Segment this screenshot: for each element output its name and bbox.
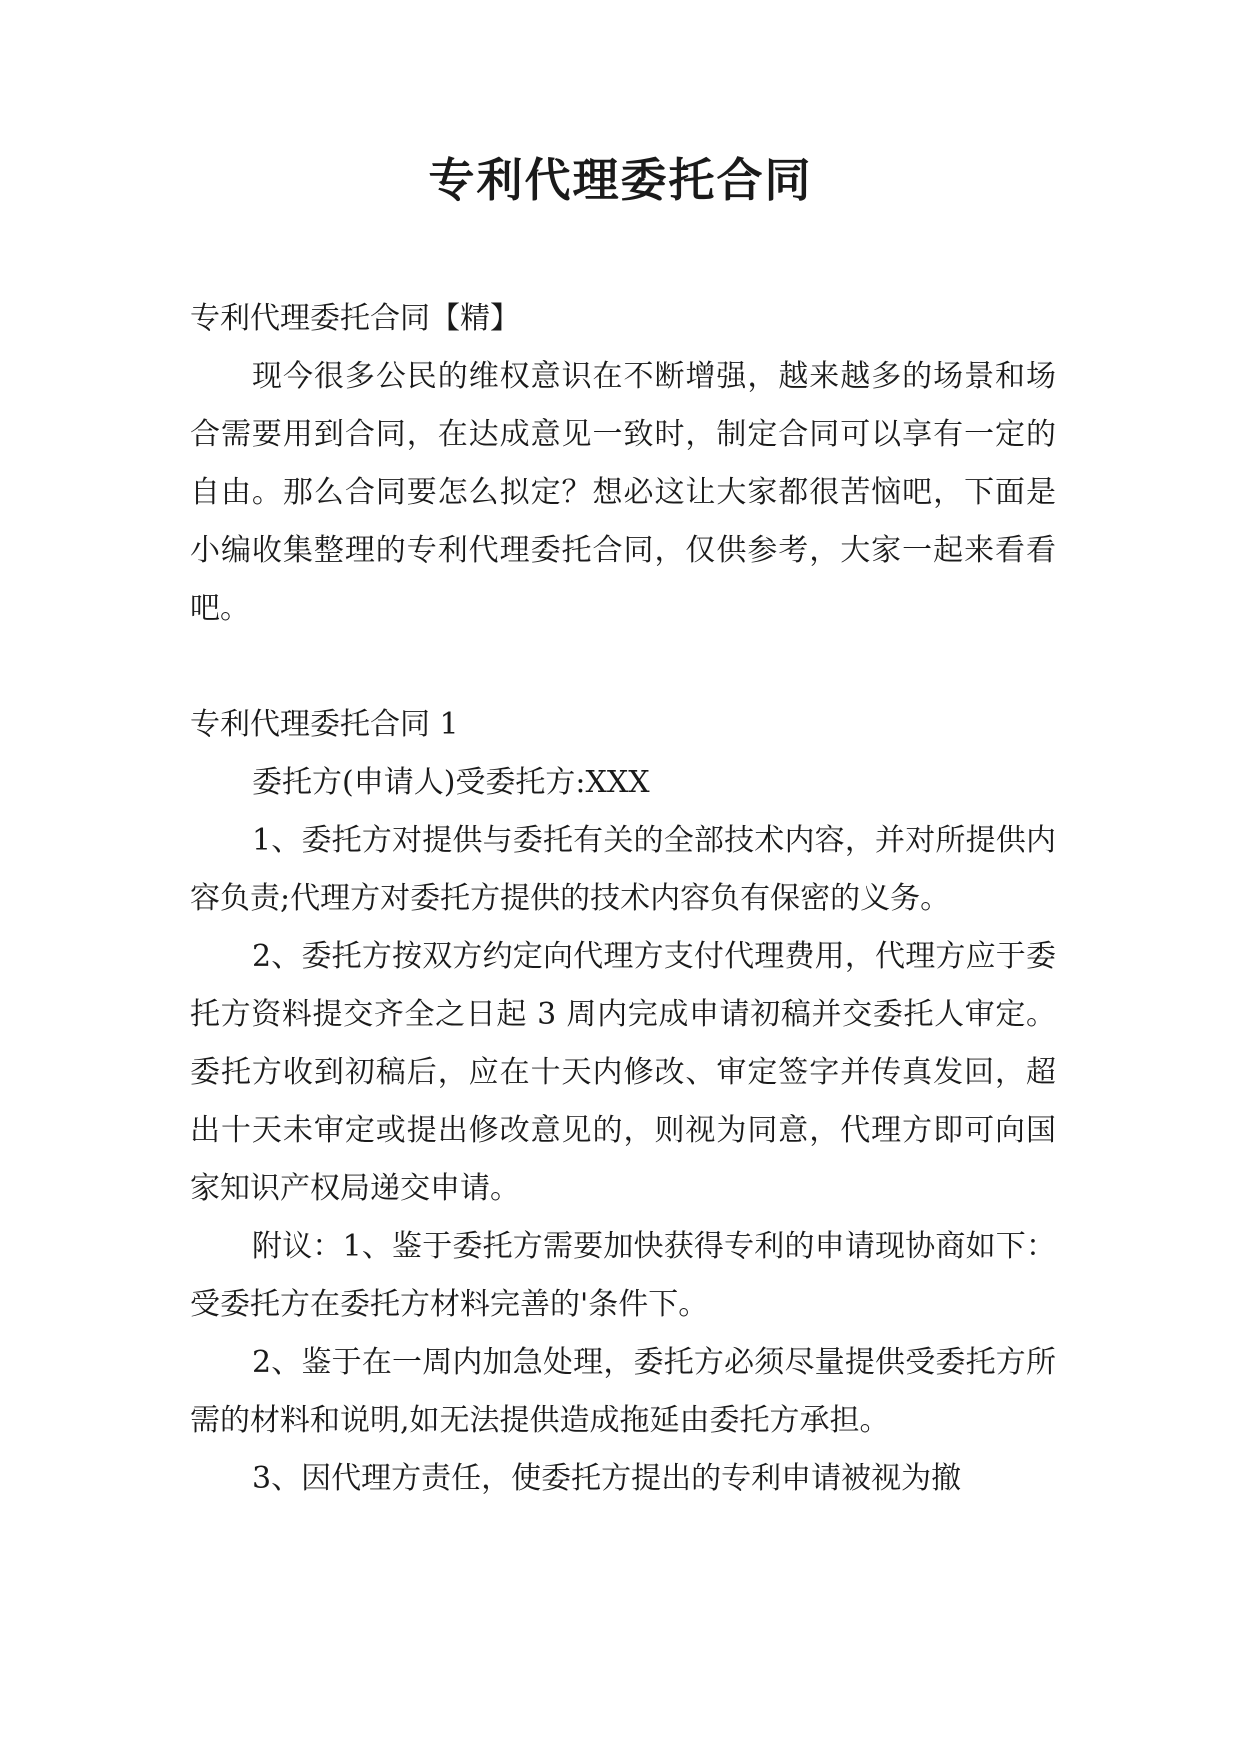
paragraph: 委托方(申请人)受委托方:XXX [252, 765, 650, 800]
paragraph: 2、鉴于在一周内加急处理，委托方必须尽量提供受委托方所需的材料和说明,如无法提供造成拖延由委托方承担。 [190, 1345, 1056, 1438]
document-title: 专利代理委托合同 [428, 153, 813, 207]
document-body [190, 290, 1056, 1508]
paragraph: 附议：1、鉴于委托方需要加快获得专利的申请现协商如下：受委托方在委托方材料完善的'条件下。 [190, 1229, 1056, 1322]
intro-paragraph: 现今很多公民的维权意识在不断增强，越来越多的场景和场合需要用到合同，在达成意见一致时，制定合同可以享有一定的自由。那么合同要怎么拟定？想必这让大家都很苦恼吧，下面是小编收集整理的专利代理委托合同，仅供参考，大家一起来看看吧。 [190, 359, 1056, 626]
paragraph: 1、委托方对提供与委托有关的全部技术内容，并对所提供内容负责;代理方对委托方提供的技术内容负有保密的义务。 [190, 823, 1056, 916]
paragraph: 2、委托方按双方约定向代理方支付代理费用，代理方应于委托方资料提交齐全之日起 3 周内完成申请初稿并交委托人审定。委托方收到初稿后，应在十天内修改、审定签字并传真发回，超出十天未审定或提出修改意见的，则视为同意，代理方即可向国家知识产权局递交申请。 [190, 939, 1056, 1206]
section-heading: 专利代理委托合同 1 [190, 707, 459, 742]
intro-heading: 专利代理委托合同【精】 [190, 301, 520, 336]
paragraph: 3、因代理方责任，使委托方提出的专利申请被视为撤 [252, 1461, 962, 1496]
